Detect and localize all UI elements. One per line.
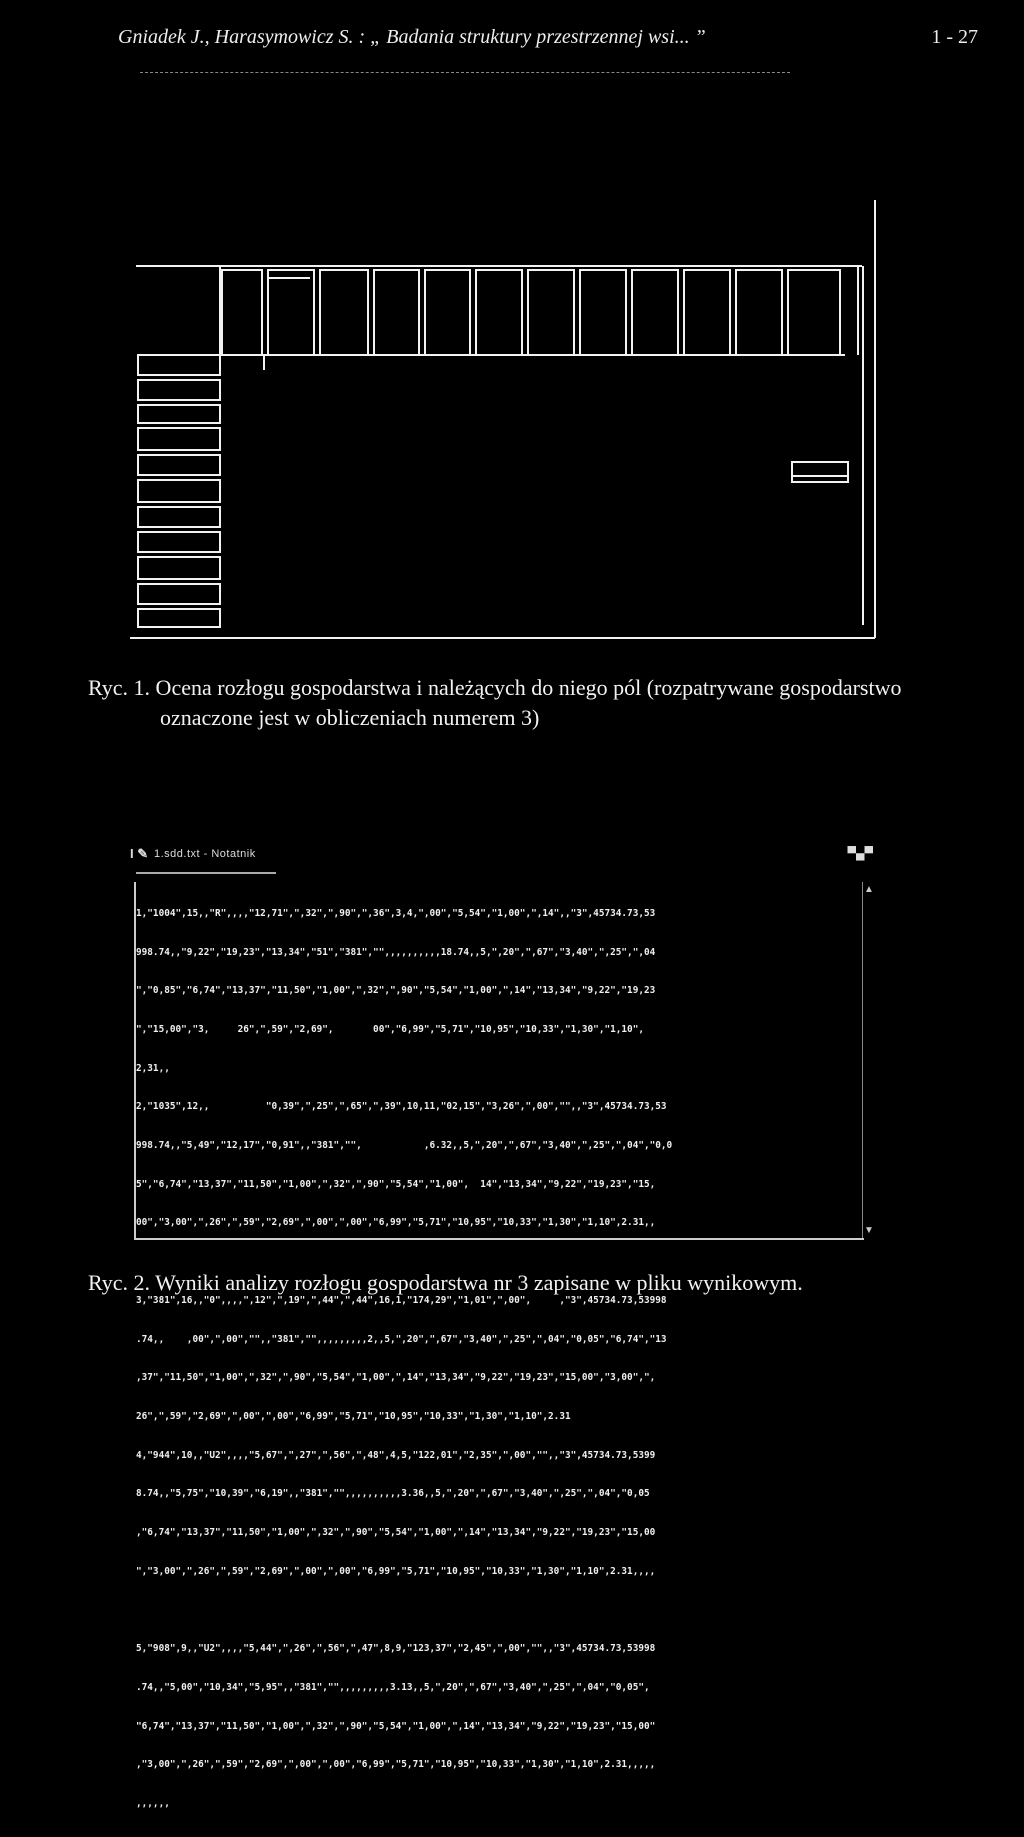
header-rule [140,72,790,73]
text-line: 5,"908",9,,"U2",,,,"5,44",",26",",56",",47",8,9,"123,37","2,45",",00","",,"3",45734.73,53998 [136,1643,656,1655]
plot-top-5 [425,270,470,355]
plot-left-7 [138,507,220,527]
figure1-caption-line1: Ryc. 1. Ocena rozłogu gospodarstwa i należących do niego pól (rozpatrywane gospodarstwo [88,675,902,700]
header-citation: Gniadek J., Harasymowicz S. : „ Badania struktury przestrzennej wsi... ” [118,26,706,48]
plot-right-1 [792,462,848,476]
text-line: .74,, ,00",",00","",,"381","",,,,,,,,,2,,5,",20",",67","3,40",",25",",04","0,05","6,74","13 [136,1333,667,1345]
farm-layout-diagram [130,200,890,650]
plot-left-1 [138,355,220,375]
plot-left-3 [138,405,220,423]
page-number: 1 - 27 [931,26,978,48]
plot-left-5 [138,455,220,475]
window-controls[interactable]: ▀▄▀ [847,846,873,860]
plot-top-3 [320,270,368,355]
text-line: ","0,85","6,74","13,37","11,50","1,00",",32",",90","5,54","1,00",",14","13,34","9,22","19,23 [136,985,656,997]
text-line: ,"6,74","13,37","11,50","1,00",",32",",90","5,54","1,00",",14","13,34","9,22","19,23","15,00 [136,1527,656,1539]
plot-right-2 [792,476,848,482]
plot-left-4 [138,428,220,450]
scroll-down-icon[interactable]: ▼ [864,1225,874,1236]
text-line: ,37","11,50","1,00",",32",",90","5,54","1,00",",14","13,34","9,22","19,23","15,00","3,00",", [136,1372,656,1384]
figure1-caption [88,673,988,733]
plot-left-8 [138,532,220,552]
plot-top-12 [788,270,840,355]
plot-top-11 [736,270,782,355]
text-line: ","3,00",",26",",59","2,69",",00",",00","6,99","5,71","10,95","10,33","1,30","1,10",2.31,,,, [136,1565,656,1577]
text-line: ,"3,00",",26",",59","2,69",",00",",00","6,99","5,71","10,95","10,33","1,30","1,10",2.31,,,,, [136,1759,656,1771]
plot-top-6 [476,270,522,355]
plot-left-11 [138,609,220,627]
text-line: 4,"944",10,,"U2",,,,"5,67",",27",",56",",48",4,5,"122,01","2,35",",00","",,"3",45734.73,5399 [136,1449,656,1461]
vertical-scrollbar[interactable] [862,882,875,1238]
text-line: .74,,"5,00","10,34","5,95",,"381","",,,,,,,,,3.13,,5,",20",",67","3,40",",25",",04","0,05", [136,1681,650,1693]
plot-top-10 [684,270,730,355]
plot-top-7 [528,270,574,355]
plot-top-9 [632,270,678,355]
text-line: 00","3,00",",26",",59","2,69",",00",",00","6,99","5,71","10,95","10,33","1,30","1,10",2.31,, [136,1217,656,1229]
text-line: 26",",59","2,69",",00",",00","6,99","5,71","10,95","10,33","1,30","1,10",2.31 [136,1410,571,1422]
plot-left-9 [138,557,220,579]
text-line: 998.74,,"5,49","12,17","0,91",,"381","", ,6.32,,5,",20",",67","3,40",",25",",04","0,0 [136,1140,673,1152]
text-line: 998.74,,"9,22","19,23","13,34","51","381","",,,,,,,,,,18.74,,5,",20",",67","3,40",",25",",04 [136,946,656,958]
text-line [136,1604,864,1617]
text-line: 1,"1004",15,,"R",,,,"12,71",",32",",90",",36",3,4,",00","5,54","1,00",",14",,"3",45734.73,53 [136,907,656,919]
plot-top-4 [374,270,419,355]
text-line: 2,"1035",12,, "0,39",",25",",65",",39",10,11,"02,15","3,26",",00","",,"3",45734.73,53 [136,1101,667,1113]
scroll-up-icon[interactable]: ▲ [864,884,874,895]
text-line: ","15,00","3, 26",",59","2,69", 00","6,99","5,71","10,95","10,33","1,30","1,10", [136,1023,644,1035]
figure1-caption-line2: oznaczone jest w obliczeniach numerem 3) [160,705,540,730]
page-header [118,26,978,56]
notepad-menu-bar[interactable] [136,872,276,874]
plot-top-8 [580,270,626,355]
text-line: "6,74","13,37","11,50","1,00",",32",",90","5,54","1,00",",14","13,34","9,22","19,23","15,00" [136,1720,656,1732]
text-line: ,,,,,, [136,1797,170,1809]
text-line: 8.74,,"5,75","10,39","6,19",,"381","",,,,,,,,,,3.36,,5,",20",",67","3,40",",25",",04","0,05 [136,1488,650,1500]
text-line: 3,"381",16,,"0",,,,",12",",19",",44",",44",16,1,"174,29","1,01",",00", ,"3",45734.73,53998 [136,1294,667,1306]
notepad-title: 1.sdd.txt - Notatnik [154,848,256,860]
plot-left-2 [138,380,220,400]
plot-top-1 [222,270,262,355]
plot-left-10 [138,584,220,604]
text-line: 5","6,74","13,37","11,50","1,00",",32",",90","5,54","1,00", 14","13,34","9,22","19,23","15, [136,1178,656,1190]
plot-top-2 [268,270,314,355]
text-line: 2,31,, [136,1062,170,1074]
notepad-title-bar[interactable] [130,842,875,866]
notepad-icon: I ✎ [130,846,149,861]
plot-left-6 [138,480,220,502]
figure2-caption: Ryc. 2. Wyniki analizy rozłogu gospodarstwa nr 3 zapisane w pliku wynikowym. [88,1270,803,1295]
